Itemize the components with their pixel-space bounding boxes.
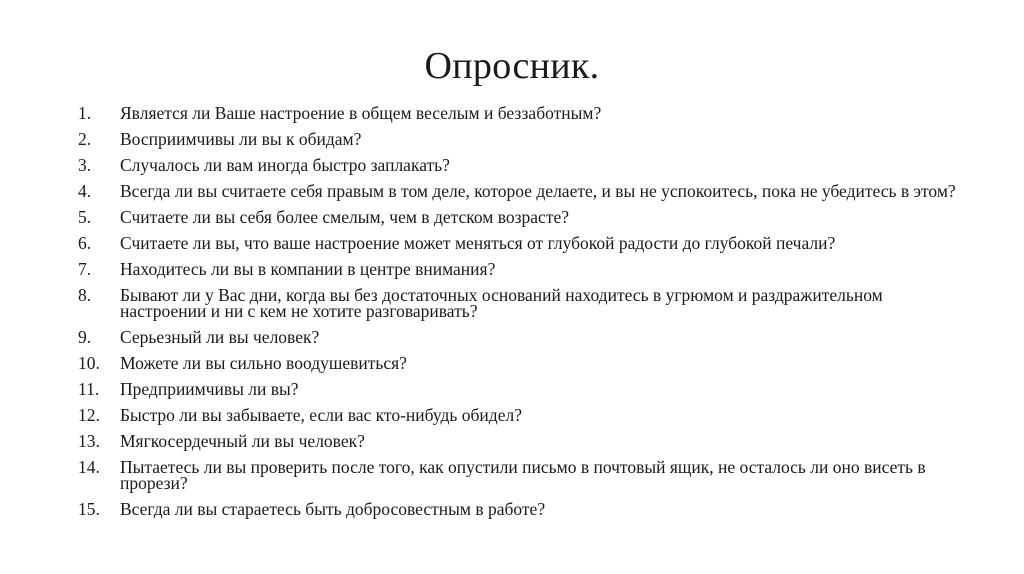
item-text: Находитесь ли вы в компании в центре внимания? [120,259,496,279]
item-number: 2. [78,129,92,149]
list-item [78,157,958,173]
list-item [78,183,958,199]
item-text: Всегда ли вы стараетесь быть добросовестным в работе? [120,499,546,519]
item-number: 6. [78,233,92,253]
list-item [78,501,958,517]
item-number: 4. [78,181,92,201]
item-number: 12. [78,405,100,425]
list-item [78,355,958,371]
item-number: 10. [78,353,100,373]
item-number: 1. [78,103,92,123]
item-text: Предприимчивы ли вы? [120,379,299,399]
item-text: Мягкосердечный ли вы человек? [120,431,365,451]
item-text: Является ли Ваше настроение в общем веселым и беззаботным? [120,103,602,123]
item-number: 15. [78,499,100,519]
item-number: 13. [78,431,100,451]
item-text: Бывают ли у Вас дни, когда вы без достаточных оснований находитесь в угрюмом и раздражительном настроении и ни с кем не хотите разговаривать? [120,285,883,321]
list-item [78,209,958,225]
list-item [78,287,958,319]
item-text: Случалось ли вам иногда быстро заплакать? [120,155,450,175]
list-item [78,235,958,251]
list-item [78,329,958,345]
question-list [78,105,958,527]
list-item [78,459,958,491]
item-number: 5. [78,207,92,227]
item-text: Считаете ли вы себя более смелым, чем в детском возрасте? [120,207,570,227]
list-item [78,131,958,147]
item-text: Серьезный ли вы человек? [120,327,320,347]
list-item [78,433,958,449]
list-item [78,407,958,423]
list-item [78,261,958,277]
item-number: 9. [78,327,92,347]
page-title: Опросник. [424,45,600,87]
item-number: 3. [78,155,92,175]
item-number: 11. [78,379,100,399]
item-number: 14. [78,457,100,477]
item-text: Можете ли вы сильно воодушевиться? [120,353,407,373]
item-text: Восприимчивы ли вы к обидам? [120,129,362,149]
item-text: Всегда ли вы считаете себя правым в том деле, которое делаете, и вы не успокоитесь, пока не убедитесь в этом? [120,181,956,201]
item-text: Пытаетесь ли вы проверить после того, как опустили письмо в почтовый ящик, не осталось ли оно висеть в прорези? [120,457,926,493]
item-text: Считаете ли вы, что ваше настроение может меняться от глубокой радости до глубокой печали? [120,233,836,253]
list-item [78,381,958,397]
item-number: 7. [78,259,92,279]
item-text: Быстро ли вы забываете, если вас кто-нибудь обидел? [120,405,522,425]
item-number: 8. [78,285,92,305]
list-item [78,105,958,121]
